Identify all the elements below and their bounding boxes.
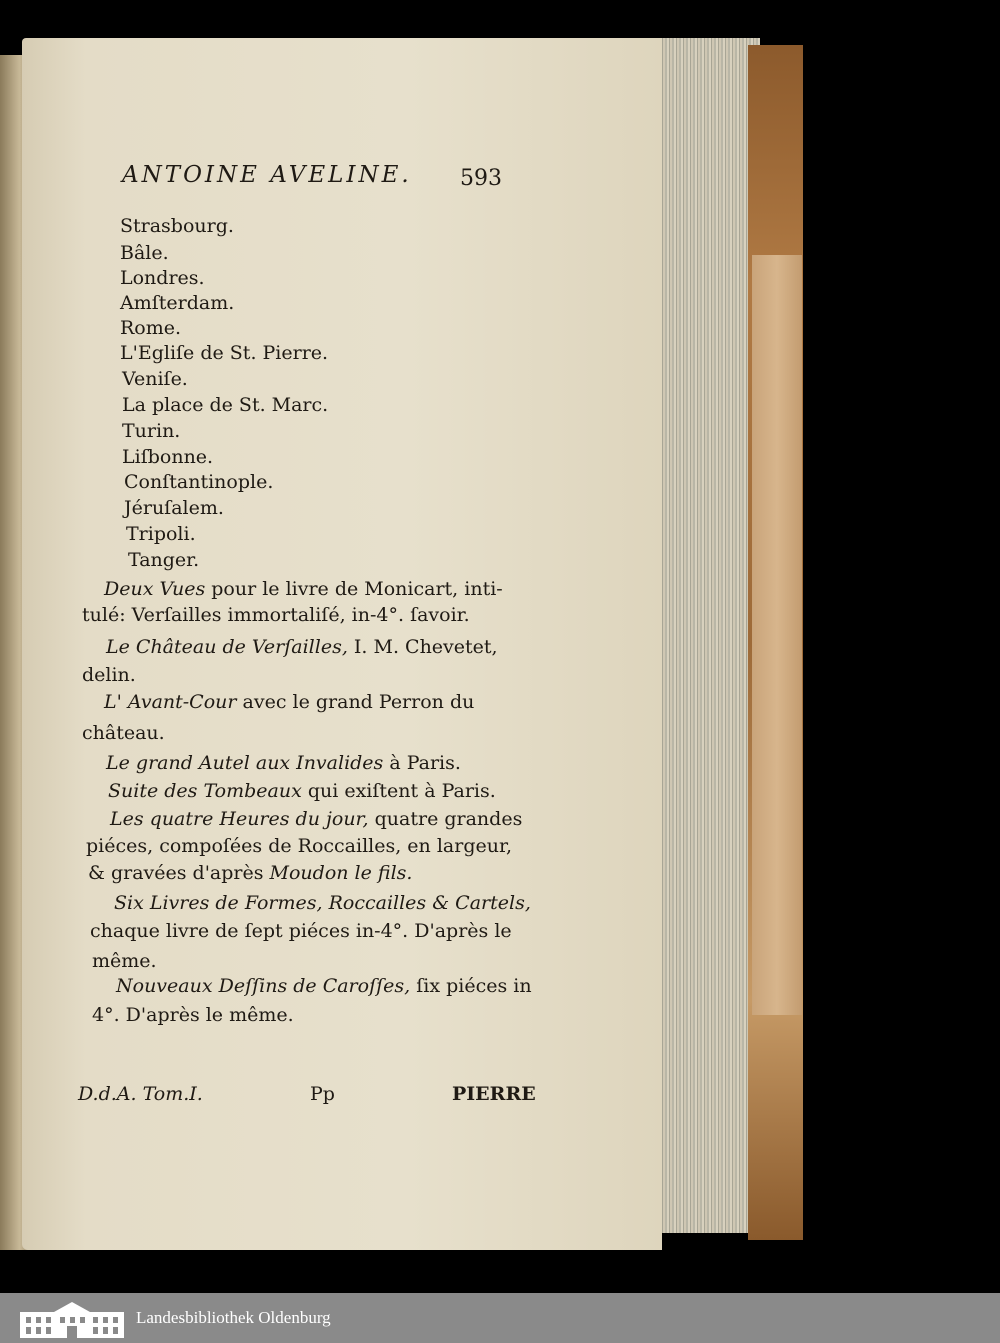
entry-text: I. M. Chevetet, — [347, 636, 498, 658]
entry-line — [104, 693, 474, 712]
entry-title: L' Avant-Cour — [104, 691, 237, 713]
place-item: Conſtantinople. — [124, 471, 274, 493]
entry-line — [116, 977, 532, 996]
entry-continuation: château. — [82, 722, 165, 744]
entry-continuation: delin. — [82, 664, 136, 686]
entry-line — [106, 754, 461, 773]
entry-continuation: même. — [92, 950, 157, 972]
running-head: ANTOINE AVELINE. — [122, 162, 412, 188]
entry-title: Le grand Autel aux Invalides — [106, 752, 384, 774]
place-item: Veniſe. — [122, 368, 188, 390]
entry-title: Deux Vues — [104, 578, 206, 600]
place-item: L'Egliſe de St. Pierre. — [120, 342, 329, 364]
page-number: 593 — [460, 166, 502, 191]
place-item: Turin. — [122, 420, 181, 442]
entry-title: Le Château de Verſailles, — [106, 636, 348, 658]
place-item: Bâle. — [120, 242, 169, 264]
place-item: Liſbonne. — [122, 446, 214, 468]
place-item: Londres. — [120, 267, 205, 289]
entry-line — [104, 580, 503, 599]
entry-continuation: tulé: Verſailles immortaliſé, in-4°. ſavoir. — [82, 604, 470, 626]
place-item: La place de St. Marc. — [122, 394, 329, 416]
entry-line — [108, 782, 496, 801]
entry-text: pour le livre de Monicart, inti- — [205, 578, 503, 600]
entry-text: avec le grand Perron du — [236, 691, 475, 713]
entry-continuation: chaque livre de ſept piéces in-4°. D'après le — [90, 920, 512, 942]
place-item: Rome. — [120, 317, 182, 339]
entry-title: Les quatre Heures du jour, — [110, 808, 369, 830]
entry-text: quatre grandes — [368, 808, 523, 830]
entry-continuation: piéces, compoſées de Roccailles, en largeur, — [86, 835, 512, 857]
signature-mark: Pp — [310, 1083, 335, 1105]
entry-line — [114, 894, 531, 913]
signature-volume: D.d.A. Tom.I. — [78, 1083, 203, 1105]
entry-text: & gravées d'après — [88, 862, 270, 884]
entry-text: ſix piéces in — [410, 975, 532, 997]
entry-text: qui exiſtent à Paris. — [301, 780, 496, 802]
entry-text: à Paris. — [383, 752, 461, 774]
catchword: PIERRE — [452, 1083, 536, 1105]
entry-line — [106, 638, 498, 657]
entry-line — [110, 810, 522, 829]
entry-title: Moudon le fils. — [269, 862, 413, 884]
place-item: Amſterdam. — [120, 292, 235, 314]
place-item: Tripoli. — [126, 523, 196, 545]
library-name[interactable]: Landesbibliothek Oldenburg — [136, 1308, 331, 1327]
entry-title: Suite des Tombeaux — [108, 780, 302, 802]
page-fore-edge — [656, 38, 760, 1233]
place-item: Strasbourg. — [120, 215, 234, 237]
cover-spine-strip — [752, 255, 802, 1015]
entry-title: Six Livres de Formes, Roccailles & Cartels, — [114, 892, 531, 914]
entry-title: Nouveaux Deſſins de Caroſſes, — [116, 975, 411, 997]
place-item: Jéruſalem. — [124, 497, 224, 519]
entry-continuation — [88, 864, 412, 883]
library-building-icon — [20, 1300, 124, 1338]
entry-continuation: 4°. D'après le même. — [92, 1004, 294, 1026]
place-item: Tanger. — [128, 549, 200, 571]
